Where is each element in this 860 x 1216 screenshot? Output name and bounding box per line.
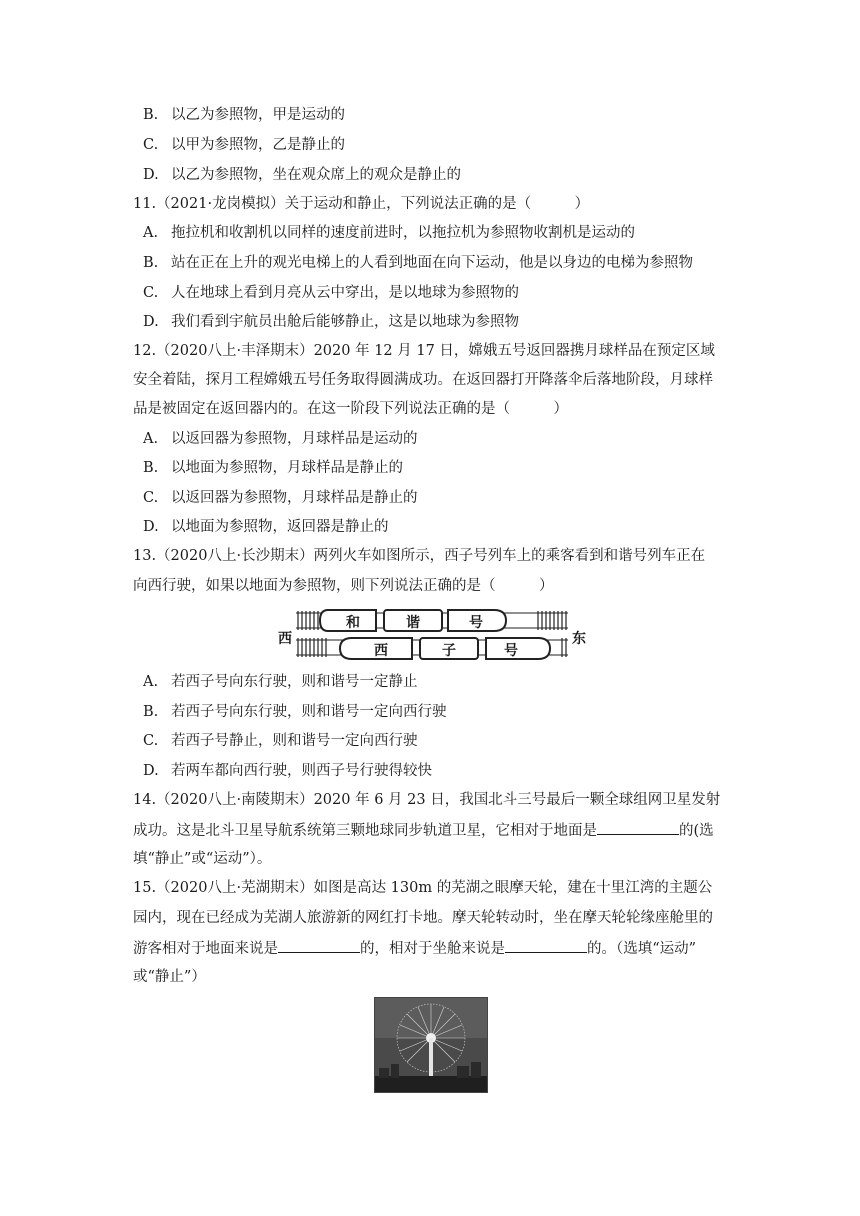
train-diagram xyxy=(276,604,588,668)
q10-option-c: C. 以甲为参照物，乙是静止的 xyxy=(143,137,345,153)
west-label: 西 xyxy=(278,631,292,647)
q13-stem-line-1: 13.（2020八上·长沙期末）两列火车如图所示，西子号列车上的乘客看到和谐号列车正在 xyxy=(133,548,706,564)
east-label: 东 xyxy=(572,631,586,647)
q10-option-d: D. 以乙为参照物，坐在观众席上的观众是静止的 xyxy=(143,167,461,183)
q15-answer-blank-1[interactable] xyxy=(278,937,360,953)
q12-option-d: D. 以地面为参照物，返回器是静止的 xyxy=(143,519,389,535)
q13-option-b: B. 若西子号向东行驶，则和谐号一定向西行驶 xyxy=(143,704,447,720)
q13-stem-line-2: 向西行驶，如果以地面为参照物，则下列说法正确的是（ ） xyxy=(133,578,554,594)
q14-stem-line-1: 14.（2020八上·南陵期末）2020 年 6 月 23 日，我国北斗三号最后一颗全球组网卫星发射 xyxy=(133,792,721,808)
q12-stem-line-3: 品是被固定在返回器内的。在这一阶段下列说法正确的是（ ） xyxy=(133,401,568,417)
q12-option-a: A. 以返回器为参照物，月球样品是运动的 xyxy=(143,431,418,447)
bottom-car-3-label: 号 xyxy=(504,643,518,659)
bottom-car-1-label: 西 xyxy=(374,643,388,659)
q14-stem-line-2: 成功。这是北斗卫星导航系统第三颗地球同步轨道卫星，它相对于地面是 的(选 xyxy=(133,819,714,841)
top-car-2-label: 谐 xyxy=(406,615,420,631)
q15-stem-line-1: 15.（2020八上·芜湖期末）如图是高达 130m 的芜湖之眼摩天轮，建在十里江湾的主题公 xyxy=(133,880,713,896)
q12-option-c: C. 以返回器为参照物，月球样品是静止的 xyxy=(143,490,418,506)
q11-stem: 11.（2021·龙岗模拟）关于运动和静止，下列说法正确的是（ ） xyxy=(133,196,590,212)
q11-option-c: C. 人在地球上看到月亮从云中穿出，是以地球为参照物的 xyxy=(143,285,519,301)
bottom-car-2-label: 子 xyxy=(442,643,456,659)
q15-stem-line-4: 或“静止”） xyxy=(133,969,206,985)
q13-option-d: D. 若两车都向西行驶，则西子号行驶得较快 xyxy=(143,763,432,779)
q14-answer-blank[interactable] xyxy=(597,819,679,835)
q13-option-c: C. 若西子号静止，则和谐号一定向西行驶 xyxy=(143,733,418,749)
q14-stem-line-3: 填“静止”或“运动”）。 xyxy=(133,851,272,867)
top-car-3-label: 号 xyxy=(469,615,483,631)
q11-option-b: B. 站在正在上升的观光电梯上的人看到地面在向下运动，他是以身边的电梯为参照物 xyxy=(143,255,693,271)
q15-stem-line-3: 游客相对于地面来说是 的，相对于坐舱来说是 的。（选填“运动” xyxy=(133,937,696,959)
q12-stem-line-1: 12.（2020八上·丰泽期末）2020 年 12 月 17 日，嫦娥五号返回器携月球样品在预定区域 xyxy=(133,343,715,359)
ferris-wheel-image xyxy=(375,998,487,1092)
q15-answer-blank-2[interactable] xyxy=(505,937,587,953)
ferris-wheel-photo xyxy=(374,997,488,1093)
q11-option-d: D. 我们看到宇航员出舱后能够静止，这是以地球为参照物 xyxy=(143,314,519,330)
train-figure xyxy=(276,604,588,668)
q13-option-a: A. 若西子号向东行驶，则和谐号一定静止 xyxy=(143,674,418,690)
q15-stem-line-2: 园内，现在已经成为芜湖人旅游新的网红打卡地。摩天轮转动时，坐在摩天轮轮缘座舱里的 xyxy=(133,910,713,926)
q10-option-b: B. 以乙为参照物，甲是运动的 xyxy=(143,107,345,123)
top-car-1-label: 和 xyxy=(346,615,360,631)
q12-stem-line-2: 安全着陆，探月工程嫦娥五号任务取得圆满成功。在返回器打开降落伞后落地阶段，月球样 xyxy=(133,372,713,388)
q12-option-b: B. 以地面为参照物，月球样品是静止的 xyxy=(143,460,403,476)
q11-option-a: A. 拖拉机和收割机以同样的速度前进时，以拖拉机为参照物收割机是运动的 xyxy=(143,225,635,241)
